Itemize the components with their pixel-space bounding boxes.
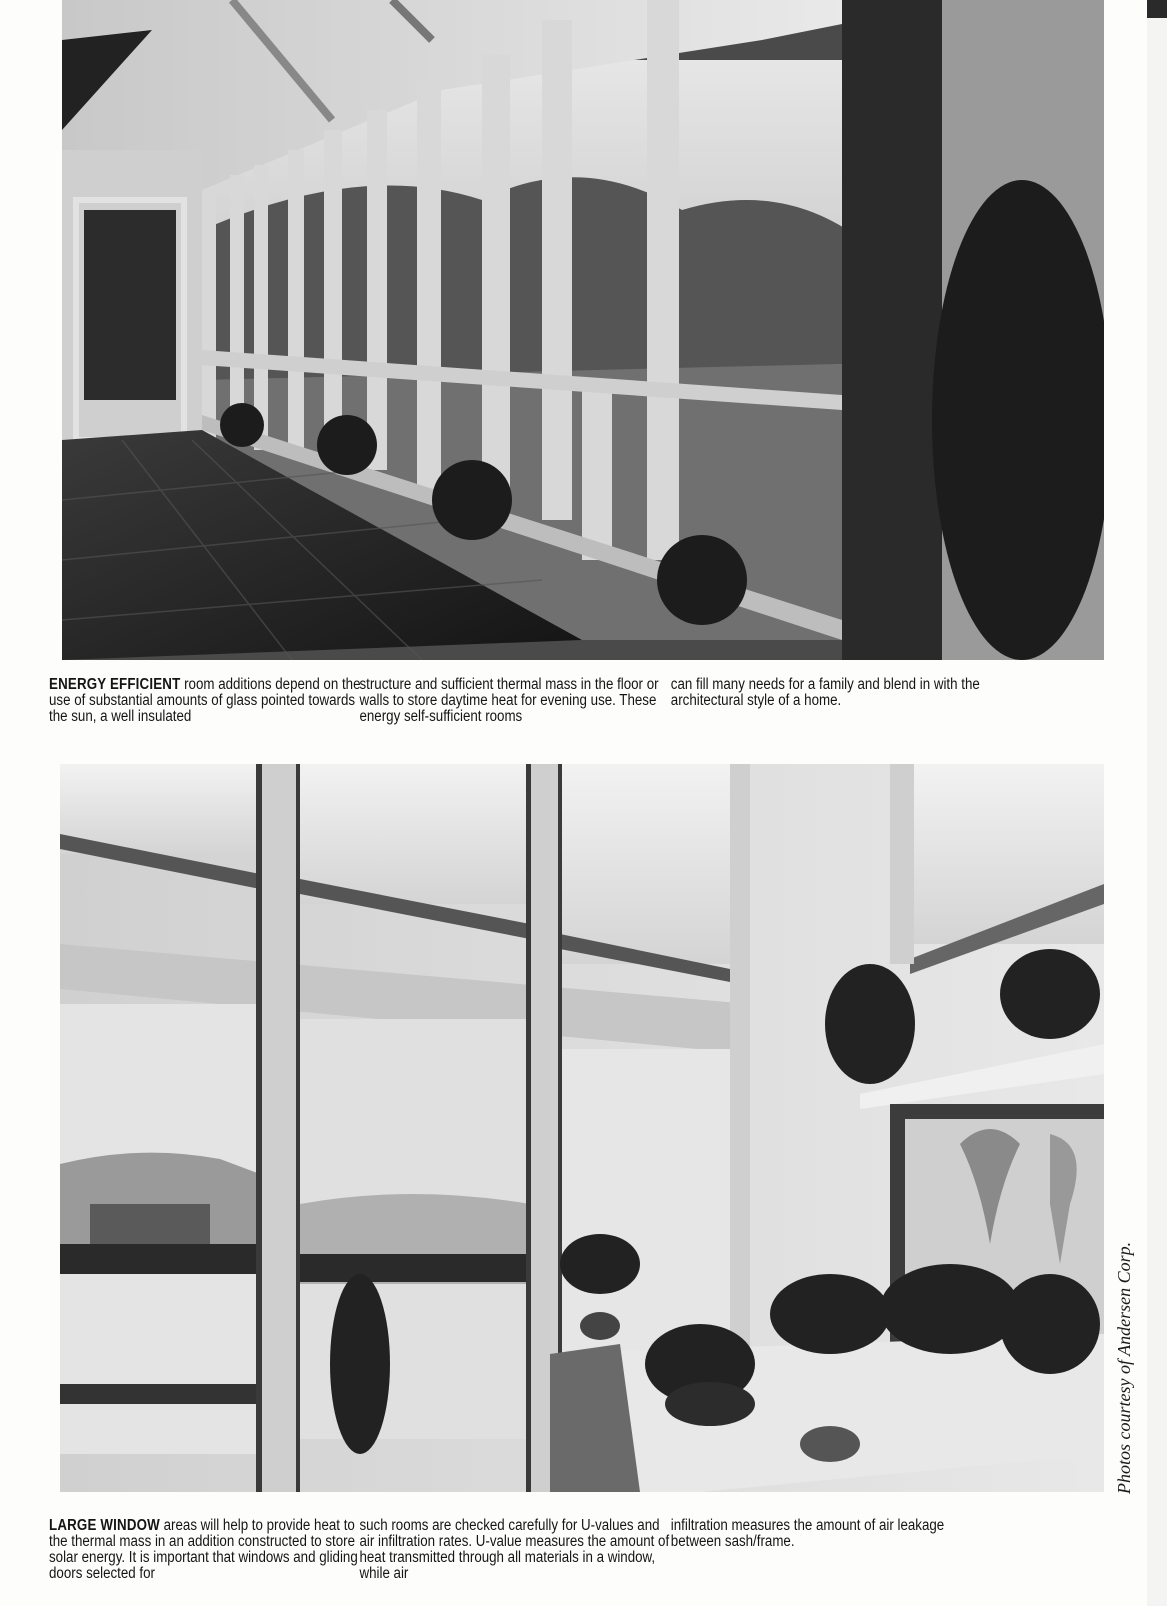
bottom-caption-col2: [359, 1518, 677, 1582]
top-caption-text2: structure and sufficient thermal mass in the floor or walls to store daytime heat for evening use. These energy self-sufficient rooms: [359, 676, 659, 725]
bottom-caption-col3: [671, 1518, 989, 1550]
top-caption-text3: can fill many needs for a family and blend in with the architectural style of a home.: [670, 676, 980, 709]
bottom-caption-lead: LARGE WINDOW: [49, 1517, 160, 1534]
top-caption-col2: [359, 677, 677, 725]
top-caption-lead: ENERGY EFFICIENT: [49, 676, 181, 693]
top-caption-text1: room additions depend on the use of substantial amounts of glass pointed towards the sun, a well insulated: [49, 676, 361, 725]
photo-credit: Photos courtesy of Andersen Corp.: [1114, 1241, 1134, 1494]
sunroom-photo: [62, 0, 1104, 660]
sunroom-photo-image: [62, 0, 1104, 660]
top-caption-col3: [671, 677, 989, 709]
top-caption-col1: [49, 677, 367, 725]
bottom-caption-text1: areas will help to provide heat to the thermal mass in an addition constructed to store solar energy. It is important that windows and gliding doors selected for: [49, 1517, 358, 1582]
large-window-photo-image: [60, 764, 1104, 1492]
bottom-caption-text2: such rooms are checked carefully for U-values and air infiltration rates. U-value measures the amount of heat transmitted through all materials in a window, while air: [359, 1517, 670, 1582]
bottom-caption-col1: [49, 1518, 367, 1582]
bottom-caption-text3: infiltration measures the amount of air leakage between sash/frame.: [670, 1517, 945, 1550]
large-window-photo: [60, 764, 1104, 1492]
page-edge: [1147, 0, 1167, 1606]
